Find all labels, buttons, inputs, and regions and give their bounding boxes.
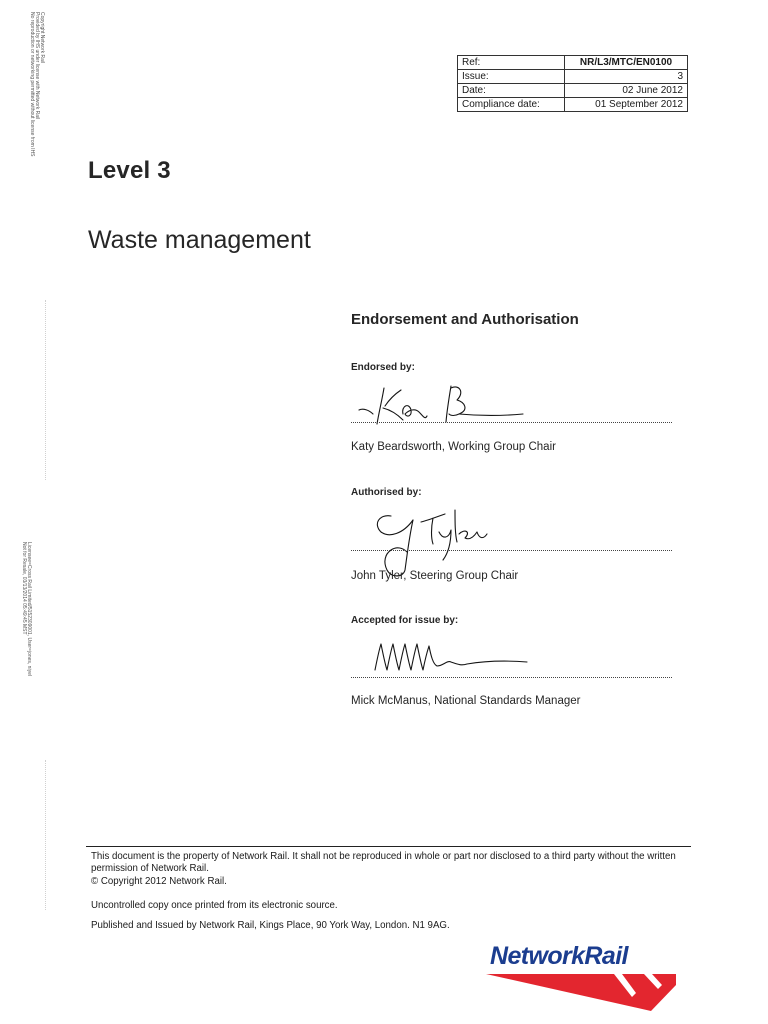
authoriser-name: John Tyler, Steering Group Chair (351, 570, 519, 582)
footer-divider (86, 846, 691, 847)
endorsed-by-label: Endorsed by: (351, 362, 415, 373)
network-rail-logo (486, 941, 681, 1013)
authorised-by-label: Authorised by: (351, 487, 422, 498)
copyright-notice: © Copyright 2012 Network Rail. (91, 876, 227, 887)
acceptor-signature (351, 636, 541, 676)
document-level: Level 3 (88, 157, 171, 184)
double-arrow-icon (486, 971, 681, 1013)
reference-table (457, 55, 688, 112)
signature-line (351, 550, 672, 551)
margin-note-line: Not for Resale, 03/13/2014 05:49:45 MST (21, 542, 27, 635)
margin-note-line: Copyright Network Rail (39, 12, 45, 64)
ref-value: NR/L3/MTC/EN0100 (565, 56, 688, 70)
margin-dotted-line (45, 760, 46, 910)
accepted-by-label: Accepted for issue by: (351, 615, 459, 626)
margin-copyright-note (29, 12, 44, 157)
signature-line (351, 677, 672, 678)
date-value: 02 June 2012 (565, 84, 688, 98)
margin-note-line: Licensee=Cross Rail Limited/5152309001, User=jones, niyel (26, 542, 32, 676)
date-row (458, 84, 688, 98)
compliance-date-value: 01 September 2012 (565, 98, 688, 112)
compliance-date-label: Compliance date: (458, 98, 565, 112)
endorser-name: Katy Beardsworth, Working Group Chair (351, 441, 556, 453)
margin-dotted-line (45, 300, 46, 480)
ref-label: Ref: (458, 56, 565, 70)
authoriser-signature (351, 504, 501, 580)
issue-label: Issue: (458, 70, 565, 84)
property-notice: This document is the property of Network Rail. It shall not be reproduced in whole or part nor disclosed to a third party without the written permission of Network Rail. (91, 851, 676, 874)
published-notice: Published and Issued by Network Rail, Kings Place, 90 York Way, London. N1 9AG. (91, 920, 450, 931)
margin-note-line: No reproduction or networking permitted without license from IHS (29, 12, 35, 157)
issue-row (458, 70, 688, 84)
acceptor-name: Mick McManus, National Standards Manager (351, 695, 581, 707)
logo-wordmark: NetworkRail (490, 942, 628, 970)
document-title: Waste management (88, 226, 311, 254)
signature-line (351, 422, 672, 423)
compliance-date-row (458, 98, 688, 112)
date-label: Date: (458, 84, 565, 98)
uncontrolled-notice: Uncontrolled copy once printed from its electronic source. (91, 900, 338, 911)
margin-note-line: Provided by IHS under license with Network Rail (34, 12, 40, 120)
margin-license-note (21, 542, 31, 676)
issue-value: 3 (565, 70, 688, 84)
endorsement-heading: Endorsement and Authorisation (351, 311, 579, 328)
ref-row (458, 56, 688, 70)
